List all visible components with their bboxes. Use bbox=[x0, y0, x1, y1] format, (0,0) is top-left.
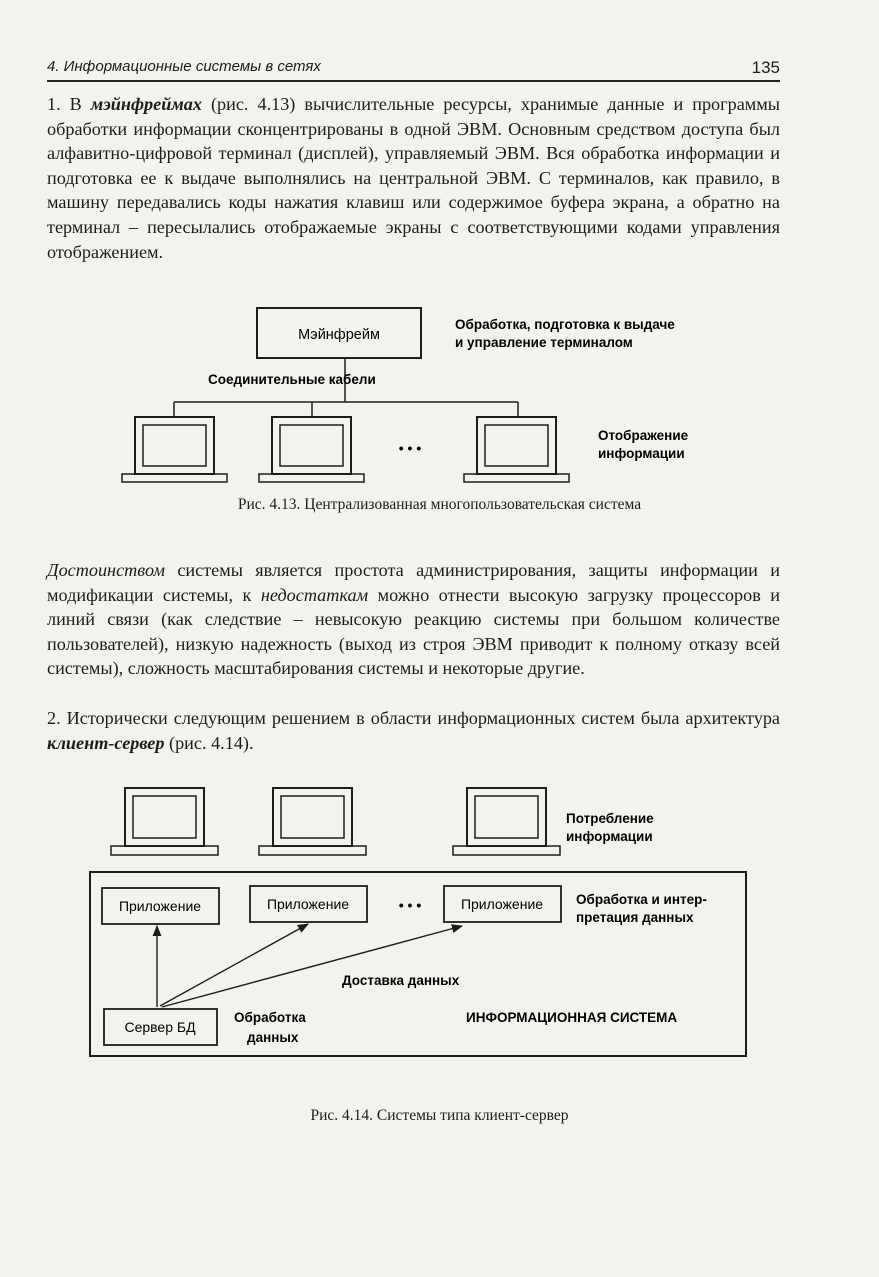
app-label-1: Приложение bbox=[118, 898, 202, 914]
db-proc-label-line2: данных bbox=[247, 1030, 299, 1045]
information-system-label: ИНФОРМАЦИОННАЯ СИСТЕМА bbox=[466, 1010, 678, 1025]
terminals-ellipsis: • • • bbox=[398, 440, 422, 456]
text-run: 2. Исторически следующим решением в области информационных систем была архитектура bbox=[47, 708, 780, 728]
client-2-icon bbox=[259, 788, 366, 855]
processing-label-line2: и управление терминалом bbox=[455, 335, 633, 350]
text-run: (рис. 4.14). bbox=[164, 732, 254, 753]
app-label-3: Приложение bbox=[460, 896, 544, 912]
apps-ellipsis: • • • bbox=[398, 897, 422, 913]
interp-label-line1: Обработка и интер- bbox=[576, 892, 707, 907]
mainframe-label: Мэйнфрейм bbox=[298, 327, 380, 343]
page-number: 135 bbox=[751, 58, 780, 77]
processing-label-line1: Обработка, подготовка к выдаче bbox=[455, 317, 675, 332]
interp-label-line2: претация данных bbox=[576, 910, 694, 925]
display-label-line2: информации bbox=[598, 446, 685, 461]
app-label-2: Приложение bbox=[266, 896, 350, 912]
term-client-server: клиент-сервер bbox=[47, 732, 165, 753]
figure-4-14-caption: Рис. 4.14. Системы типа клиент-сервер bbox=[310, 1107, 569, 1124]
text-run: системы является простота администрирования, защиты информации и модификации системы, к bbox=[47, 560, 780, 605]
client-3-icon bbox=[453, 788, 560, 855]
term-advantage: Достоинством bbox=[47, 560, 165, 580]
consumption-label-line1: Потребление bbox=[566, 811, 654, 826]
display-label-line1: Отображение bbox=[598, 428, 689, 443]
db-proc-label-line1: Обработка bbox=[234, 1010, 306, 1025]
figure-4-13-caption: Рис. 4.13. Централизованная многопользовательская система bbox=[237, 496, 642, 513]
section-title: 4. Информационные системы в сетях bbox=[47, 58, 321, 75]
db-server-label: Сервер БД bbox=[124, 1019, 196, 1035]
text-run: 1. В bbox=[47, 94, 91, 114]
term-disadvantage: недостаткам bbox=[260, 584, 369, 605]
term-mainframes: мэйнфреймах bbox=[90, 94, 202, 114]
cables-label: Соединительные кабели bbox=[208, 372, 376, 387]
delivery-label: Доставка данных bbox=[342, 973, 460, 988]
consumption-label-line2: информации bbox=[566, 829, 653, 844]
text-run: (рис. 4.13) вычислительные ресурсы, хранимые данные и программы обработки информации сконцентрированы в одной ЭВМ. Основным средством доступа был алфавитно-цифровой терминал (дисплей), управляемый ЭВМ. Вся обработка информации и подготовка ее к выдаче выполнялись на центральной ЭВМ. С терминалов, как правило, в машину передавались коды нажатия клавиш или содержимое буфера экрана, а обратно на терминал – пересылались отображаемые экраны с соответствующими кодами управления отображением. bbox=[47, 94, 781, 262]
text-run: можно отнести высокую загрузку процессоров и линий связи (как следствие – невысокую реакцию системы при большом количестве пользователей), низкую надежность (выход из строя ЭВМ приводит к полному отказу всей системы), сложность масштабирования системы и некоторые другие. bbox=[47, 584, 780, 679]
delivery-arrow-2 bbox=[160, 924, 308, 1006]
client-1-icon bbox=[111, 788, 218, 855]
delivery-arrow-3 bbox=[162, 926, 462, 1007]
